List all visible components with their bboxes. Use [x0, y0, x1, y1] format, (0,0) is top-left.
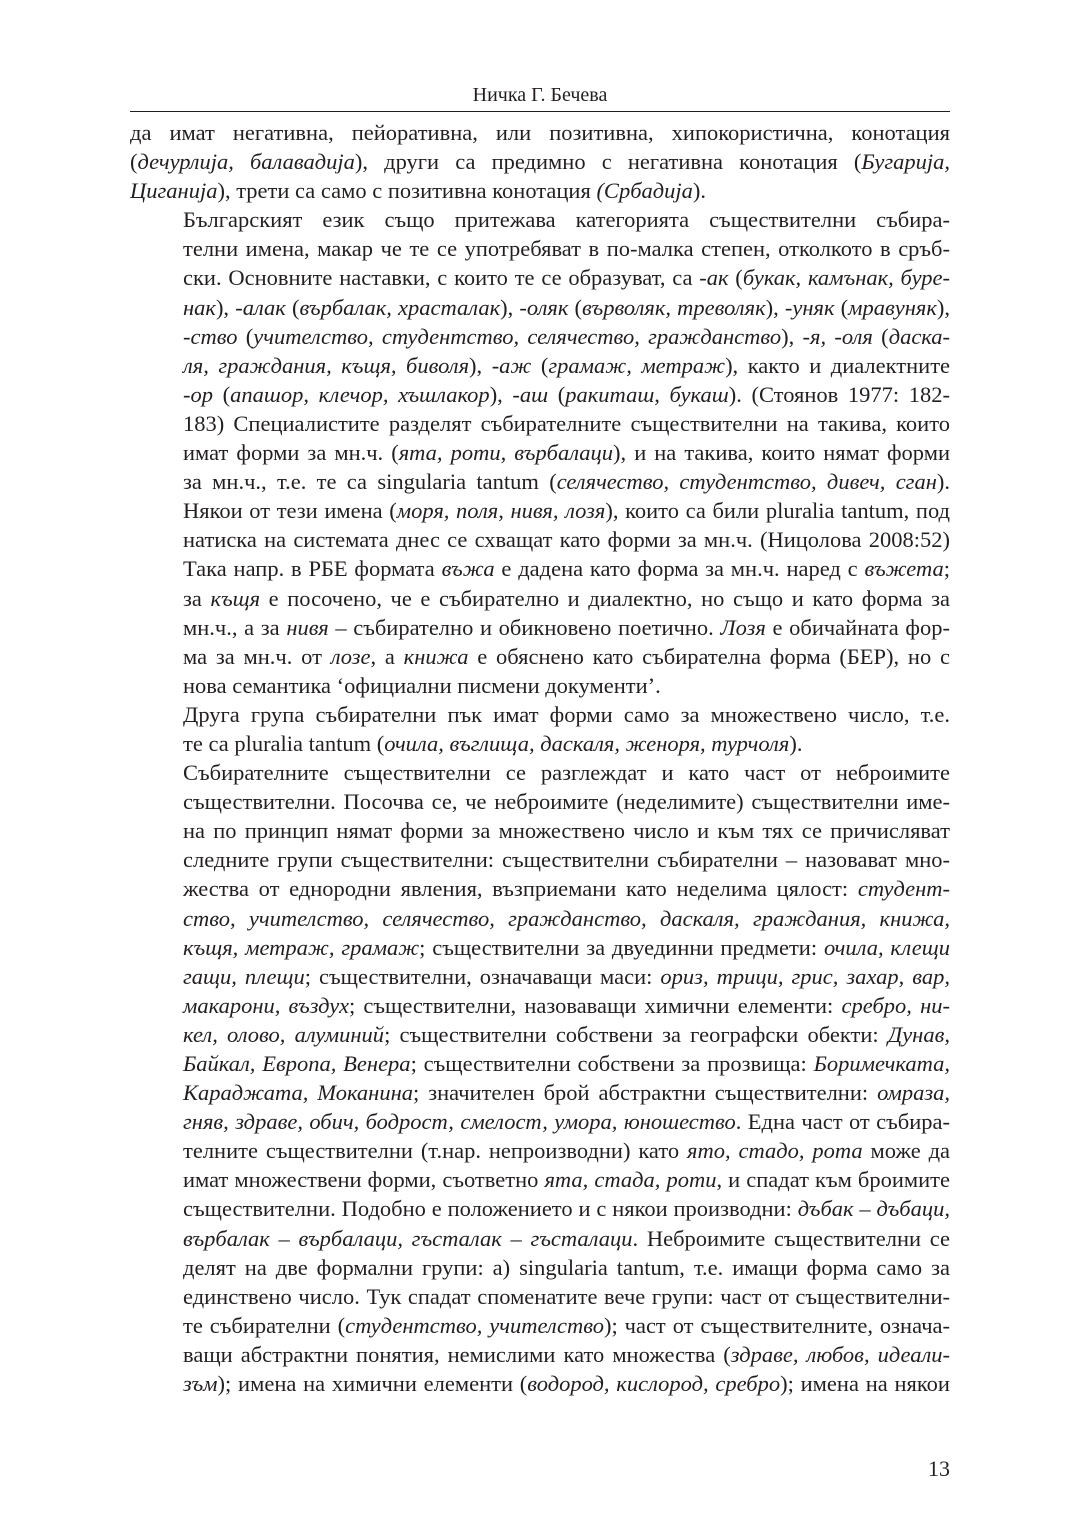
text-line: Циганија), трети са само с позитивна конотация (Србадија). [130, 178, 707, 204]
paragraph-1 [130, 118, 950, 205]
page-number: 13 [928, 1456, 950, 1481]
text-line: за къщя е посочено, че е събирателно и диалектно, но също и като форма за [183, 585, 950, 611]
text-line: имат форми за мн.ч. (ята, роти, върбалаци), и на такива, които нямат форми [183, 440, 950, 466]
text-line: нак), -алак (върбалак, храсталак), -оляк (върволяк, треволяк), -уняк (мравуняк), [183, 294, 951, 320]
text-line: гащи, плещи; съществителни, означаващи маси: ориз, трици, грис, захар, вар, [183, 963, 950, 989]
text-line: нова семантика ‘официални писмени документи’. [183, 672, 661, 698]
text-line: върбалак – върбалаци, гъсталак – гъсталаци. Неброимите съществителни се [183, 1225, 950, 1251]
text-line: ля, граждания, къщя, биволя), -аж (грамаж, метраж), както и диалектните [183, 352, 951, 378]
text-line: телни имена, макар че те се употребяват в по-малка степен, отколкото в сръб- [183, 236, 950, 262]
text-line: Българският език също притежава категорията съществителни събира- [183, 207, 950, 233]
text-line: за мн.ч., т.е. те са singularia tantum (селячество, студентство, дивеч, сган). [183, 469, 950, 495]
text-line: Събирателните съществителни се разглеждат и като част от неброимите [183, 760, 950, 786]
page-body [130, 118, 950, 1398]
text-line: ма за мн.ч. от лозе, а книжа е обяснено като събирателна форма (БЕР), но с [183, 643, 950, 669]
text-line: ващи абстрактни понятия, немислими като множества (здраве, любов, идеали- [183, 1341, 950, 1367]
paragraph-3 [130, 700, 950, 758]
text-line: те са pluralia tantum (очила, въглища, даскаля, женоря, турчоля). [183, 730, 803, 756]
paragraph-4 [130, 758, 950, 1398]
text-line: на по принцип нямат форми за множествено число и към тях се причисляват [183, 818, 950, 844]
text-line: жества от еднородни явления, възприемани като неделима цялост: студент- [183, 876, 950, 902]
text-line: Някои от тези имена (моря, поля, нивя, лозя), които са били pluralia tantum, под [183, 498, 950, 524]
text-line: Байкал, Европа, Венера; съществителни собствени за прозвища: Боримечката, [183, 1051, 950, 1076]
text-line: Караджата, Моканина; значителен брой абстрактни съществителни: омраза, [183, 1080, 950, 1106]
paragraph-2 [130, 205, 950, 700]
text-line: делят на две формални групи: а) singularia tantum, т.е. имащи форма само за [183, 1254, 950, 1280]
text-line: (дечурлија, балавадија), други са предимно с негативна конотация (Бугарија, [130, 149, 950, 175]
text-line: единствено число. Тук спадат споменатите вече групи: част от съществителни- [183, 1283, 950, 1309]
text-line: 183) Специалистите разделят събирателните съществителни на такива, които [183, 410, 950, 436]
text-line: макарони, въздух; съществителни, назоваващи химични елементи: сребро, ни- [183, 992, 950, 1018]
text-line: зъм); имена на химични елементи (водород, кислород, сребро); имена на някои [183, 1371, 950, 1397]
text-line: да имат негативна, пейоративна, или позитивна, хипокористична, конотация [130, 120, 950, 145]
text-line: ски. Основните наставки, с които те се образуват, са -ак (букак, камънак, буре- [183, 265, 950, 291]
text-line: Друга група събирателни пък имат форми само за множествено число, т.е. [183, 701, 950, 727]
text-line: -ство (учителство, студентство, селячество, гражданство), -я, -оля (даска- [183, 323, 951, 349]
text-line: те събирателни (студентство, учителство); част от съществителните, означа- [183, 1312, 950, 1338]
text-line: кел, олово, алуминий; съществителни собствени за географски обекти: Дунав, [183, 1021, 950, 1047]
text-line: мн.ч., а за нивя – събирателно и обикновено поетично. Лозя е обичайната фор- [183, 614, 950, 640]
header-rule [130, 111, 950, 112]
text-line: натиска на системата днес се схващат като форми за мн.ч. (Ницолова 2008:52) [183, 527, 950, 553]
text-line: съществителни. Посочва се, че неброимите (неделимите) съществителни име- [183, 789, 950, 815]
text-line: телните съществителни (т.нар. непроизводни) като ято, стадо, рота може да [183, 1138, 950, 1164]
text-line: съществителни. Подобно е положението и с някои производни: дъбак – дъбаци, [183, 1196, 950, 1222]
text-line: имат множествени форми, съответно ята, стада, роти, и спадат към броимите [183, 1167, 950, 1193]
text-line: -ор (апашор, клечор, хъшлакор), -аш (ракиташ, букаш). (Стоянов 1977: 182- [183, 381, 951, 407]
text-line: Така напр. в РБЕ формата въжа е дадена като форма за мн.ч. наред с въжета; [183, 556, 950, 582]
text-line: ство, учителство, селячество, гражданство, даскаля, граждания, книжа, [183, 905, 950, 931]
running-header: Ничка Г. Бечева [472, 84, 608, 106]
text-line: къщя, метраж, грамаж; съществителни за двуединни предмети: очила, клещи [183, 934, 950, 960]
text-line: следните групи съществителни: съществителни събирателни – назовават мно- [183, 847, 950, 873]
text-line: гняв, здраве, обич, бодрост, смелост, умора, юношество. Една част от събира- [183, 1109, 951, 1135]
